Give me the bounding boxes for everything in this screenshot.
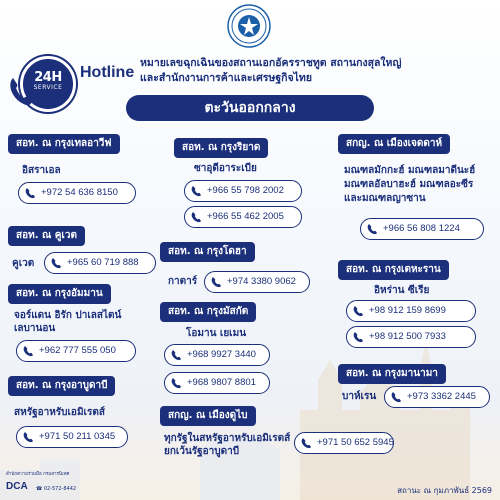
footer-phone: ☎ 02-572-8442 xyxy=(36,486,77,492)
phone-number: +968 9807 8801 xyxy=(187,377,256,388)
card-header-amman: สอท. ณ กรุงอัมมาน xyxy=(8,284,111,304)
country-amman-line-1: จอร์แดน อิรัก ปาเลสไตน์ xyxy=(14,310,122,321)
country-jeddah-line-3: และมณฑลญาซาน xyxy=(344,193,426,204)
card-header-muscat: สอท. ณ กรุงมัสกัต xyxy=(160,302,256,322)
card-riyadh xyxy=(174,138,324,230)
phone-number: +972 54 636 8150 xyxy=(41,187,118,198)
phone-icon xyxy=(171,377,183,389)
phone-number: +971 50 652 5945 xyxy=(317,437,394,448)
hotline-label: Hotline xyxy=(80,64,135,81)
card-header-kuwait: สอท. ณ คูเวต xyxy=(8,226,85,246)
card-header-doha: สอท. ณ กรุงโดฮา xyxy=(160,242,255,262)
phone-button-abudhabi[interactable] xyxy=(16,426,128,448)
country-manama: บาห์เรน xyxy=(342,391,377,402)
phone-number: +974 3380 9062 xyxy=(227,276,296,287)
card-header-dubai: สกญ. ณ เมืองดูไบ xyxy=(160,406,256,426)
card-header-manama: สอท. ณ กรุงมานามา xyxy=(338,364,446,384)
country-kuwait: คูเวต xyxy=(12,258,35,269)
phone-button-dubai[interactable] xyxy=(294,432,394,454)
country-jeddah-line-1: มณฑลมักกะฮ์ มณฑลมาดีนะฮ์ xyxy=(344,165,476,176)
phone-icon xyxy=(301,437,313,449)
country-riyadh: ซาอุดีอาระเบีย xyxy=(194,163,257,174)
phone-icon xyxy=(391,391,403,403)
country-telaviv: อิสราเอล xyxy=(22,165,61,176)
country-dubai-line-1: ทุกรัฐในสหรัฐอาหรับเอมิเรตส์ xyxy=(164,433,291,444)
card-dubai xyxy=(160,406,400,464)
phone-button-muscat-1[interactable] xyxy=(164,344,270,366)
phone-number: +965 60 719 888 xyxy=(67,257,139,268)
phone-icon xyxy=(353,305,365,317)
phone-icon xyxy=(191,211,203,223)
page-title-line-2: และสำนักงานการค้าและเศรษฐกิจไทย xyxy=(140,72,313,84)
card-tehran xyxy=(338,260,494,352)
thai-emblem-logo xyxy=(227,4,271,48)
phone-number: +98 912 159 8699 xyxy=(369,305,446,316)
phone-button-doha[interactable] xyxy=(204,271,310,293)
phone-button-riyadh-2[interactable] xyxy=(184,206,302,228)
phone-icon xyxy=(191,185,203,197)
card-header-jeddah: สกญ. ณ เมืองเจดดาห์ xyxy=(338,134,450,154)
phone-button-riyadh-1[interactable] xyxy=(184,180,302,202)
card-telaviv xyxy=(8,134,158,214)
phone-icon xyxy=(51,257,63,269)
phone-number: +966 56 808 1224 xyxy=(383,223,460,234)
card-header-riyadh: สอท. ณ กรุงริยาด xyxy=(174,138,268,158)
phone-button-jeddah[interactable] xyxy=(360,218,484,240)
card-kuwait xyxy=(8,226,158,276)
phone-icon xyxy=(25,187,37,199)
card-header-abudhabi: สอท. ณ กรุงอาบูดาบี xyxy=(8,376,115,396)
page-title-line-1: หมายเลขฉุกเฉินของสถานเอกอัครราชทูต สถานกงสุลใหญ่ xyxy=(140,57,402,69)
card-muscat xyxy=(160,302,310,396)
phone-number: +966 55 462 2005 xyxy=(207,211,284,222)
country-jeddah-line-2: มณฑลอัลบาฮะฮ์ มณฑลอะซีร xyxy=(344,179,474,190)
card-jeddah xyxy=(338,134,494,242)
country-doha: กาตาร์ xyxy=(168,276,198,287)
phone-button-muscat-2[interactable] xyxy=(164,372,270,394)
phone-handset-icon xyxy=(8,76,34,106)
page-title xyxy=(140,56,490,86)
card-amman xyxy=(8,284,158,364)
phone-icon xyxy=(353,331,365,343)
dca-logo: DCA xyxy=(6,481,28,492)
card-header-telaviv: สอท. ณ กรุงเทลอาวีฟ xyxy=(8,134,120,154)
phone-button-telaviv[interactable] xyxy=(18,182,136,204)
footer-org-name: สำนักความร่วมมือ กรมสารนิเทศ xyxy=(6,472,70,477)
country-dubai-line-2: ยกเว้นรัฐอาบูดาบี xyxy=(164,446,240,457)
phone-button-kuwait[interactable] xyxy=(44,252,156,274)
region-banner: ตะวันออกกลาง xyxy=(126,95,374,121)
badge-service-text: SERVICE xyxy=(33,84,63,91)
phone-button-tehran-2[interactable] xyxy=(346,326,476,348)
country-muscat: โอมาน เยเมน xyxy=(186,328,247,339)
phone-button-amman[interactable] xyxy=(16,340,136,362)
country-amman-line-2: เลบานอน xyxy=(14,323,56,334)
phone-icon xyxy=(23,431,35,443)
phone-number: +973 3362 2445 xyxy=(407,391,476,402)
phone-icon xyxy=(211,276,223,288)
phone-icon xyxy=(171,349,183,361)
card-abudhabi xyxy=(8,376,158,456)
phone-button-manama[interactable] xyxy=(384,386,490,408)
hotline-badge xyxy=(8,52,138,110)
phone-button-tehran-1[interactable] xyxy=(346,300,476,322)
card-header-tehran: สอท. ณ กรุงเตหะราน xyxy=(338,260,449,280)
phone-number: +962 777 555 050 xyxy=(39,345,116,356)
phone-icon xyxy=(23,345,35,357)
country-abudhabi: สหรัฐอาหรับเอมิเรตส์ xyxy=(14,407,105,418)
phone-number: +971 50 211 0345 xyxy=(39,431,116,442)
phone-icon xyxy=(367,223,379,235)
card-doha xyxy=(160,242,310,294)
country-tehran: อิหร่าน ซีเรีย xyxy=(374,285,430,296)
phone-number: +968 9927 3440 xyxy=(187,349,256,360)
phone-number: +966 55 798 2002 xyxy=(207,185,284,196)
badge-24h-text: 24H xyxy=(34,70,62,85)
phone-number: +98 912 500 7933 xyxy=(369,331,446,342)
status-date: สถานะ ณ กุมภาพันธ์ 2569 xyxy=(397,486,492,495)
